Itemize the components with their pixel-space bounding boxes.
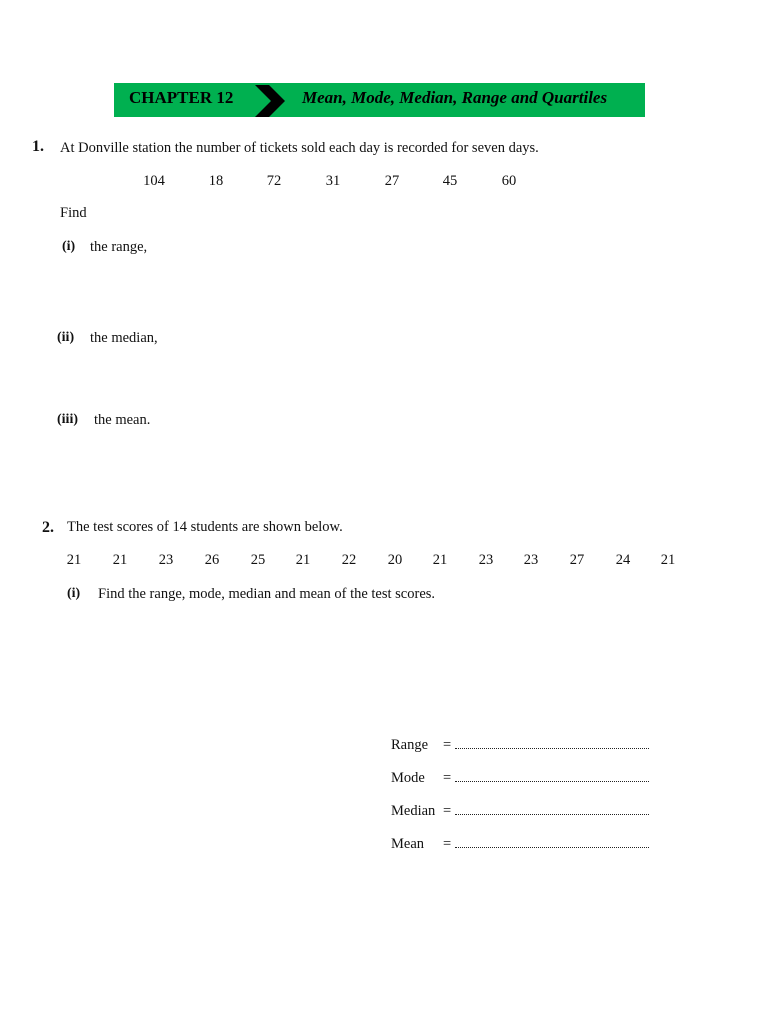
value: 31 (325, 173, 341, 189)
value: 72 (266, 173, 282, 189)
answer-range[interactable] (391, 736, 649, 754)
part-label: (ii) (57, 330, 75, 345)
question-1-prompt: At Donville station the number of tickets sold each day is recorded for seven days. (60, 140, 539, 156)
chapter-title: CHAPTER 12 (129, 88, 234, 107)
value: 23 (523, 552, 539, 568)
answer-mode[interactable] (391, 769, 649, 787)
part-text: the range, (90, 239, 148, 255)
question-1-number: 1. (32, 138, 44, 155)
answer-median[interactable] (391, 802, 649, 820)
value: 20 (387, 552, 403, 568)
question-2-prompt: The test scores of 14 students are shown below. (67, 519, 343, 535)
answer-label: Mean (391, 836, 425, 852)
value: 21 (432, 552, 448, 568)
value: 26 (204, 552, 220, 568)
answer-line[interactable] (455, 769, 649, 782)
chevron-right-icon (252, 84, 286, 123)
value: 45 (442, 173, 458, 189)
value: 27 (384, 173, 400, 189)
answer-line[interactable] (455, 835, 649, 848)
equals-sign: = (443, 836, 452, 852)
value: 24 (615, 552, 631, 568)
value: 21 (660, 552, 676, 568)
value: 21 (66, 552, 82, 568)
part-text: Find the range, mode, median and mean of the test scores. (98, 586, 436, 602)
answer-label: Range (391, 737, 429, 753)
value: 23 (478, 552, 494, 568)
answer-label: Median (391, 803, 436, 819)
answer-mean[interactable] (391, 835, 649, 853)
find-label: Find (60, 205, 87, 221)
equals-sign: = (443, 803, 452, 819)
answer-line[interactable] (455, 736, 649, 749)
part-label: (i) (67, 586, 81, 601)
value: 21 (295, 552, 311, 568)
answer-label: Mode (391, 770, 425, 786)
part-label: (i) (62, 239, 76, 254)
answer-line[interactable] (455, 802, 649, 815)
value: 104 (143, 173, 165, 189)
part-text: the mean. (94, 412, 151, 428)
value: 23 (158, 552, 174, 568)
value: 22 (341, 552, 357, 568)
value: 18 (208, 173, 224, 189)
equals-sign: = (443, 737, 452, 753)
value: 60 (501, 173, 517, 189)
part-label: (iii) (57, 412, 78, 427)
equals-sign: = (443, 770, 452, 786)
value: 25 (250, 552, 266, 568)
value: 27 (569, 552, 585, 568)
chapter-topic: Mean, Mode, Median, Range and Quartiles (302, 88, 608, 107)
question-2-number: 2. (42, 519, 54, 536)
part-text: the median, (90, 330, 158, 346)
value: 21 (112, 552, 128, 568)
